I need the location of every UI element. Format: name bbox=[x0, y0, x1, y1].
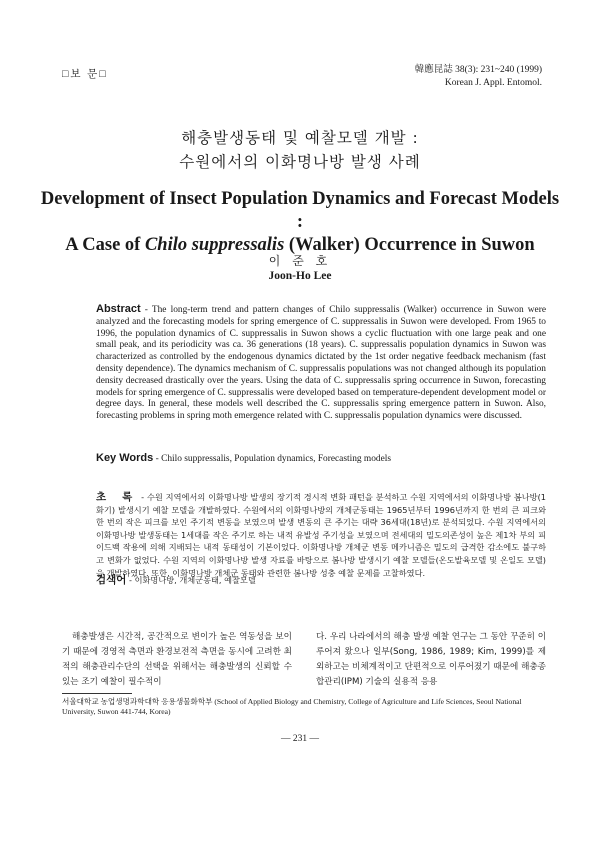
abstract-paragraph bbox=[96, 304, 546, 423]
korean-abstract-paragraph bbox=[96, 491, 546, 579]
body-column-right: 다. 우리 나라에서의 해충 발생 예찰 연구는 그 동안 꾸준히 이루어져 왔으나 일부(Song, 1986, 1989; Kim, 1999)를 제외하고는 비체계적이고 단편적으로 이루어졌기 때문에 해충종합관리(IPM) 기술의 실용적 응용 bbox=[316, 632, 546, 687]
author-english: Joon-Ho Lee bbox=[268, 270, 332, 282]
english-title-line2-pre: A Case of bbox=[65, 235, 145, 255]
korean-title-line2: 수원에서의 이화명나방 발생 사례 bbox=[179, 153, 421, 171]
author-korean: 이 준 호 bbox=[268, 254, 332, 268]
keywords-paragraph bbox=[96, 452, 546, 464]
english-title-line1: Development of Insect Population Dynamics and Forecast Models : bbox=[40, 189, 560, 232]
korean-title-line1: 해충발생동태 및 예찰모델 개발 : bbox=[181, 129, 419, 147]
english-title-line2-post: (Walker) Occurrence in Suwon bbox=[284, 235, 535, 255]
abstract-label: Abstract bbox=[96, 303, 141, 315]
korean-title bbox=[0, 126, 600, 174]
keywords-text: - Chilo suppressalis, Population dynamics, Forecasting models bbox=[153, 454, 392, 464]
korean-keywords-label: 검색어 bbox=[96, 574, 127, 586]
abstract-text: - The long-term trend and pattern changes of Chilo suppressalis (Walker) occurrence in Suwon were analyzed and the forecasting models for spring emergence of C. suppressalis in Suwon were developed. From 1965 to 1996, the population dynamics of C. suppressalis in Suwon shows a cyclic fluctuation with one large peak and one small peak, and its periodicity was ca. 36 generations (18 years). C. suppressalis population dynamics in Suwon was characterized as controlled by the endogenous dynamics dictated by the 1st order negative feedback mechanism (fast density dependence). The dynamics mechanism of C. suppressalis populations was not changed although its population density decreased drastically over the years. Using the data of C. suppressalis spring occurrence in Suwon, forecasting models for spring emergence of C. suppressalis were developed based on temperature-dependent development model or degree days. In general, these models well described the C. suppressalis spring emergence pattern in Suwon. Also, forecasting problems in spring moth emergence related with C. suppressalis population dynamics were discussed. bbox=[96, 305, 546, 422]
page-number: — 231 — bbox=[281, 734, 319, 744]
korean-keywords-paragraph bbox=[96, 572, 546, 587]
journal-name-line: Korean J. Appl. Entomol. bbox=[444, 78, 542, 88]
affiliation-footnote: 서울대학교 농업생명과학대학 응용생물화학부 (School of Applied Biology and Chemistry, College of Agriculture and Life Sciences, Seoul National University, Suwon 441-744, Korea) bbox=[62, 697, 522, 716]
article-type-label: □보 문□ bbox=[62, 69, 108, 80]
body-column-left: 해충발생은 시간적, 공간적으로 변이가 높은 역동성을 보이기 때문에 경영적 측면과 환경보전적 측면을 동시에 고려한 최적의 해충관리수단의 선택을 위해서는 해충발생의 신뢰할 수 있는 조기 예찰이 필수적이 bbox=[62, 632, 292, 687]
korean-abstract-text: - 수원 지역에서의 이화명나방 발생의 장기적 경시적 변화 패턴을 분석하고 수원 지역에서의 이화명나방 봄나방(1화기) 발생시기 예찰 모델을 개발하였다. 수원에서의 이화명나방의 개체군동태는 1965년부터 1996년까지 한 번의 큰 피크와 한 번의 작은 피크를 보인 주기적 변동을 보였으며 발생 변동의 큰 주기는 대략 36세대(18년)로 분석되었다. 수원 지역에서의 이화명나방 발생동태는 1세대를 작은 주기로 하는 내적 유발성 주기성을 보였으며 전세대의 밀도의존성이 높은 제1차 부의 피이드백 작용에 의해 지배되는 내적 동태성이 기본이었다. 이화명나방 개체군 변동 메카니즘은 밀도의 급격한 감소에도 불구하고 변화가 없었다. 수원 지역의 이화명나방 발생 자료를 바탕으로 봄나방 발생시기 예찰 모델들(온도발육모델 및 온일도 모델)을 개발하였다. 또한, 이화명나방 개체군 동태와 관련한 봄나방 성충 예찰 문제를 고찰하였다. bbox=[96, 492, 546, 578]
keywords-label: Key Words bbox=[96, 452, 154, 464]
footnote-rule bbox=[62, 693, 132, 694]
english-title-species: Chilo suppressalis bbox=[144, 235, 285, 255]
korean-abstract-label: 초 록 bbox=[96, 491, 139, 503]
korean-keywords-text: - 이화명나방, 개체군동태, 예찰모델 bbox=[126, 575, 256, 585]
journal-volume-line: 韓應昆誌 38(3): 231~240 (1999) bbox=[414, 65, 542, 75]
journal-citation bbox=[415, 64, 542, 90]
english-title bbox=[40, 188, 560, 257]
